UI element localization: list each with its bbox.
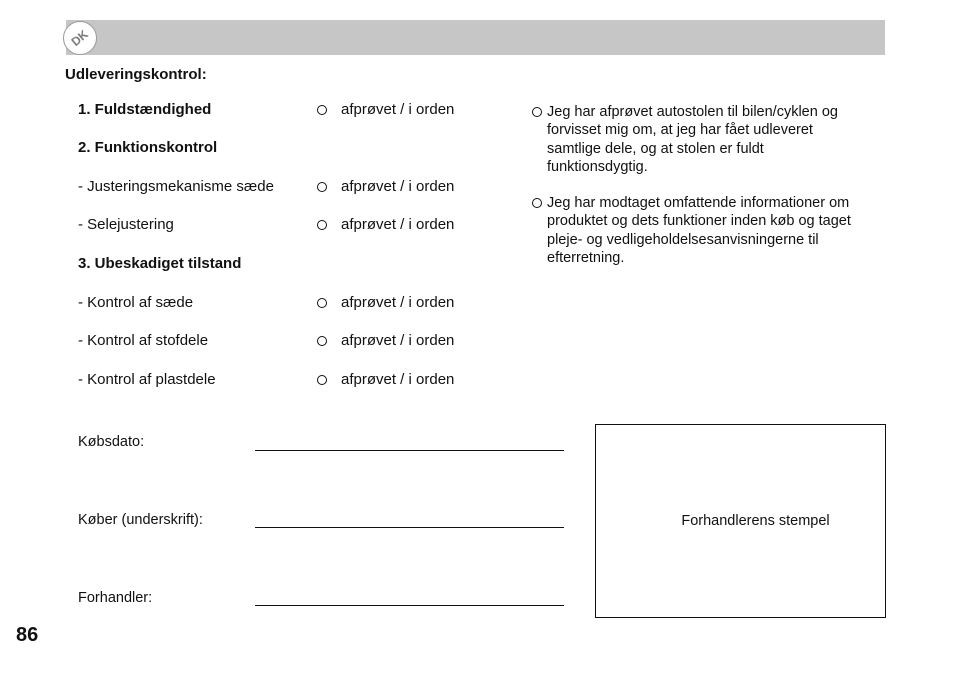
- checkbox-circle-icon[interactable]: [317, 220, 327, 230]
- checklist-check-seat-adjustment[interactable]: [317, 178, 454, 195]
- section-title: Udleveringskontrol:: [65, 66, 207, 83]
- checklist-item-fabric-check: - Kontrol af stofdele: [78, 332, 209, 349]
- checkbox-circle-icon[interactable]: [317, 298, 327, 308]
- checklist-check-completeness[interactable]: [317, 101, 454, 118]
- checklist-check-seat[interactable]: [317, 294, 454, 311]
- checkbox-circle-icon[interactable]: [317, 336, 327, 346]
- purchase-date-label: Købsdato:: [78, 434, 145, 450]
- checklist-heading-function: 2. Funktionskontrol: [78, 139, 218, 156]
- checklist-item-plastic-check: - Kontrol af plastdele: [78, 371, 216, 388]
- checklist-item-seat-check: - Kontrol af sæde: [78, 294, 194, 311]
- language-badge-label: DK: [68, 27, 92, 49]
- check-label: afprøvet / i orden: [341, 101, 455, 118]
- checkbox-circle-icon[interactable]: [532, 198, 542, 208]
- declaration-informed: [532, 194, 892, 267]
- page-number: 86: [16, 624, 39, 646]
- checkbox-circle-icon[interactable]: [317, 375, 327, 385]
- checklist-check-belt-adjustment[interactable]: [317, 216, 454, 233]
- checklist-item-completeness: 1. Fuldstændighed: [78, 101, 212, 118]
- header-bar: [66, 20, 885, 55]
- dealer-label: Forhandler:: [78, 590, 153, 606]
- check-label: afprøvet / i orden: [341, 216, 455, 233]
- buyer-signature-line[interactable]: [255, 527, 564, 528]
- checkbox-circle-icon[interactable]: [532, 107, 542, 117]
- checklist-item-belt-adjustment: - Selejustering: [78, 216, 174, 233]
- declaration-tested: [532, 103, 892, 176]
- check-label: afprøvet / i orden: [341, 371, 455, 388]
- checklist-check-plastic[interactable]: [317, 371, 454, 388]
- checklist-item-seat-adjustment: - Justeringsmekanisme sæde: [78, 178, 274, 195]
- declaration-text: Jeg har modtaget omfattende informationer om produktet og dets funktioner inden køb og taget pleje- og vedligeholdelsesanvisningerne til efterretning.: [532, 194, 892, 267]
- check-label: afprøvet / i orden: [341, 294, 455, 311]
- checkbox-circle-icon[interactable]: [317, 182, 327, 192]
- dealer-stamp-box[interactable]: [595, 424, 886, 618]
- dealer-line[interactable]: [255, 605, 564, 606]
- check-label: afprøvet / i orden: [341, 332, 455, 349]
- language-badge: [63, 21, 97, 55]
- dealer-stamp-label: Forhandlerens stempel: [681, 513, 830, 529]
- buyer-signature-label: Køber (underskrift):: [78, 512, 203, 528]
- checklist-heading-undamaged: 3. Ubeskadiget tilstand: [78, 255, 242, 272]
- purchase-date-line[interactable]: [255, 450, 564, 451]
- checkbox-circle-icon[interactable]: [317, 105, 327, 115]
- check-label: afprøvet / i orden: [341, 178, 455, 195]
- checklist-check-fabric[interactable]: [317, 332, 454, 349]
- declaration-text: Jeg har afprøvet autostolen til bilen/cyklen og forvisset mig om, at jeg har fået udleveret samtlige dele, og at stolen er fuldt funktionsdygtig.: [532, 103, 892, 176]
